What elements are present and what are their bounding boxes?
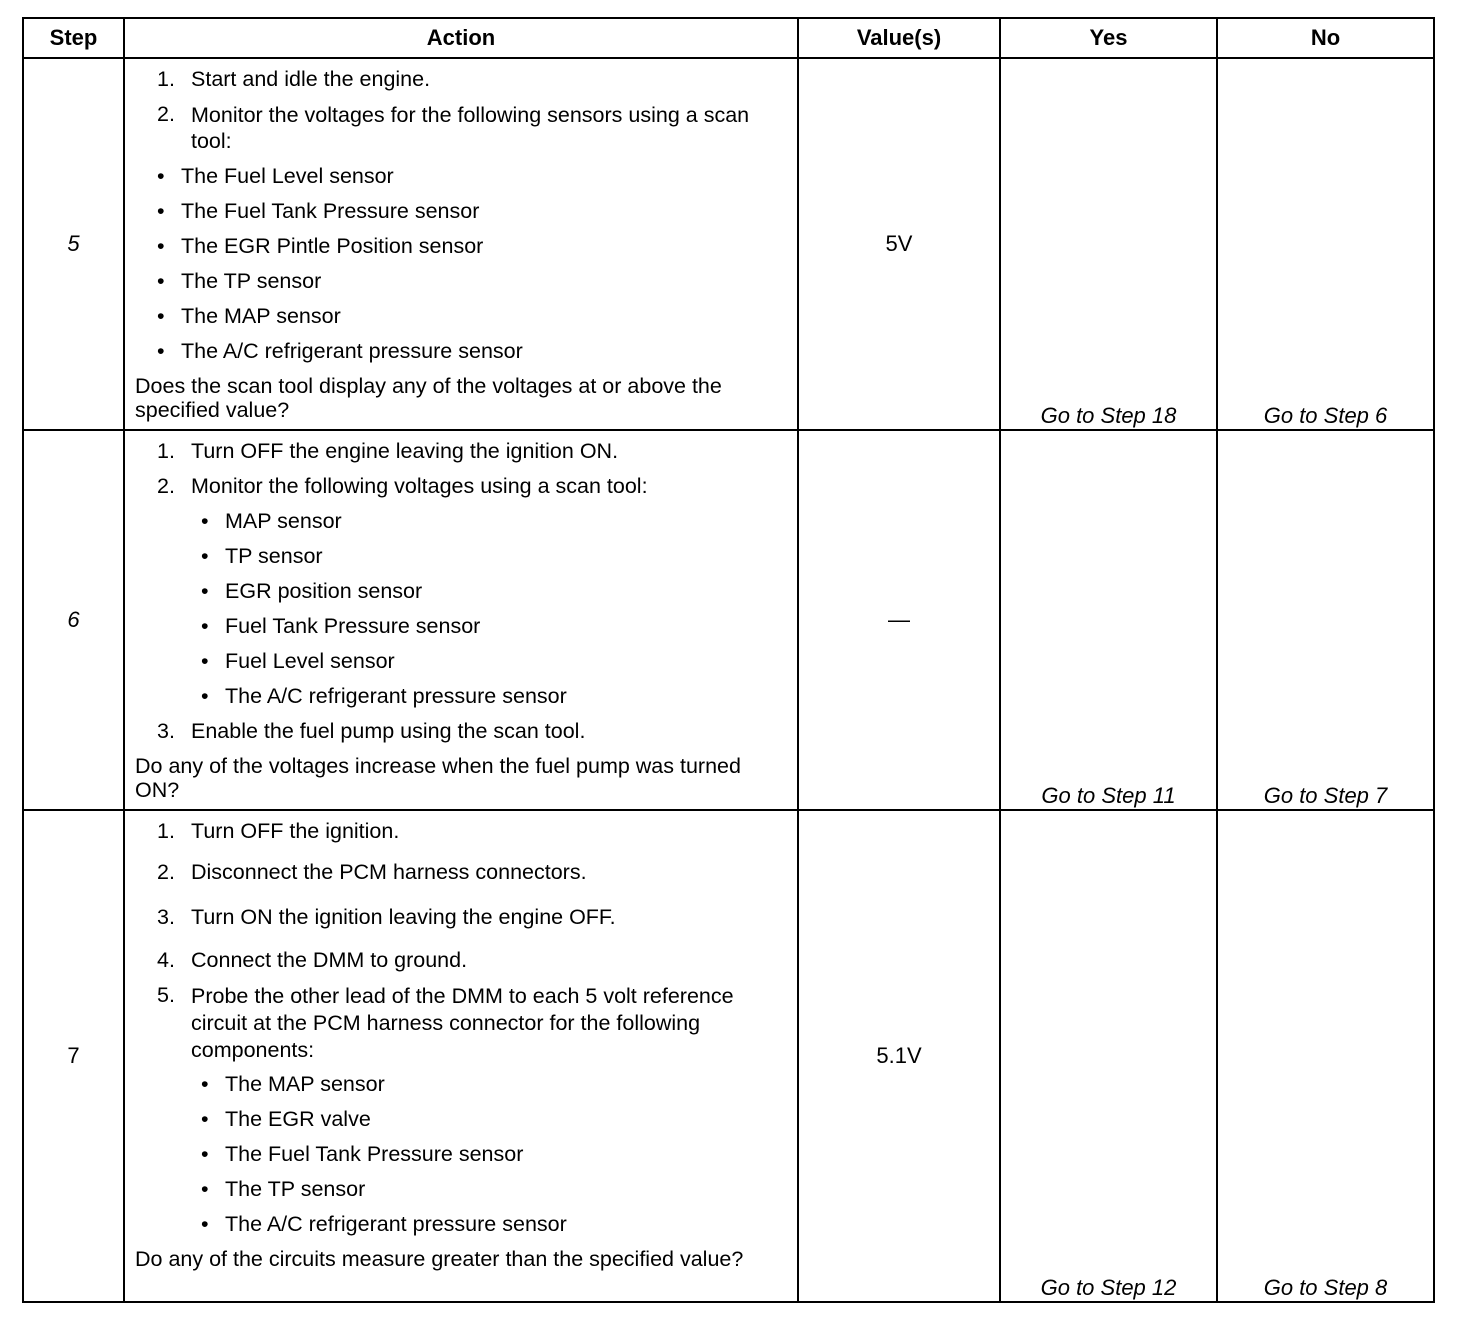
step-number: 5 — [23, 58, 124, 430]
list-item: 1. Turn OFF the ignition. — [157, 819, 400, 843]
header-values: Value(s) — [798, 18, 1000, 58]
list-item: 2. Disconnect the PCM harness connectors. — [157, 860, 587, 884]
action-cell — [124, 430, 798, 810]
table-row-step-7 — [23, 810, 1434, 1302]
bullet-item: • The Fuel Level sensor — [135, 164, 787, 189]
no-cell: Go to Step 6 — [1217, 58, 1434, 430]
question-text: Does the scan tool display any of the voltages at or above the specified value? — [135, 374, 722, 422]
diagnostic-table — [22, 17, 1435, 1303]
step-number: 6 — [23, 430, 124, 810]
no-cell: Go to Step 7 — [1217, 430, 1434, 810]
bullet-item: • The TP sensor — [135, 269, 787, 294]
bullet-item: • The A/C refrigerant pressure sensor — [135, 339, 787, 364]
bullet-item: • TP sensor — [135, 544, 787, 569]
header-yes: Yes — [1000, 18, 1217, 58]
no-cell: Go to Step 8 — [1217, 810, 1434, 1302]
bullet-item: • EGR position sensor — [135, 579, 787, 604]
list-item: 4. Connect the DMM to ground. — [157, 948, 468, 972]
action-cell — [124, 58, 798, 430]
header-row — [23, 18, 1434, 58]
yes-cell: Go to Step 12 — [1000, 810, 1217, 1302]
header-action: Action — [124, 18, 798, 58]
question-text: Do any of the circuits measure greater than the specified value? — [135, 1247, 744, 1271]
list-item: 3. Enable the fuel pump using the scan tool. — [157, 719, 586, 743]
question-text: Do any of the voltages increase when the fuel pump was turned ON? — [135, 754, 741, 802]
action-cell — [124, 810, 798, 1302]
bullet-item: • The A/C refrigerant pressure sensor — [135, 1212, 787, 1237]
list-item: 5. Probe the other lead of the DMM to each 5 volt reference circuit at the PCM harness connector for the following components: — [157, 983, 734, 1062]
list-item: 2. Monitor the following voltages using a scan tool: — [157, 474, 648, 498]
list-item: 1. Start and idle the engine. — [157, 67, 431, 91]
table-row-step-5 — [23, 58, 1434, 430]
step-number: 7 — [23, 810, 124, 1302]
header-no: No — [1217, 18, 1434, 58]
list-item: 3. Turn ON the ignition leaving the engine OFF. — [157, 905, 616, 929]
bullet-item: • The Fuel Tank Pressure sensor — [135, 199, 787, 224]
bullet-item: • Fuel Level sensor — [135, 649, 787, 674]
yes-cell: Go to Step 18 — [1000, 58, 1217, 430]
bullet-item: • The EGR Pintle Position sensor — [135, 234, 787, 259]
value-cell: 5.1V — [798, 810, 1000, 1302]
list-item: 2. Monitor the voltages for the following sensors using a scan tool: — [157, 102, 750, 153]
yes-cell: Go to Step 11 — [1000, 430, 1217, 810]
table-row-step-6 — [23, 430, 1434, 810]
bullet-item: • The TP sensor — [135, 1177, 787, 1202]
bullet-item: • Fuel Tank Pressure sensor — [135, 614, 787, 639]
bullet-item: • The MAP sensor — [135, 1072, 787, 1097]
value-cell: — — [798, 430, 1000, 810]
bullet-item: • The EGR valve — [135, 1107, 787, 1132]
list-item: 1. Turn OFF the engine leaving the ignition ON. — [157, 439, 619, 463]
value-cell: 5V — [798, 58, 1000, 430]
bullet-item: • The MAP sensor — [135, 304, 787, 329]
bullet-item: • The A/C refrigerant pressure sensor — [135, 684, 787, 709]
bullet-item: • The Fuel Tank Pressure sensor — [135, 1142, 787, 1167]
header-step: Step — [23, 18, 124, 58]
bullet-item: • MAP sensor — [135, 509, 787, 534]
